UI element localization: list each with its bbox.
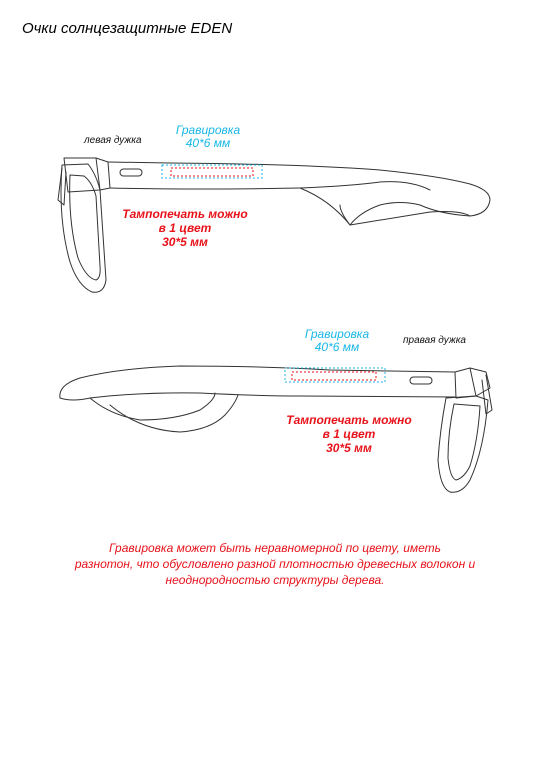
right-pad-print-label [284,413,414,455]
pad-print-line2: в 1 цвет [158,221,212,235]
right-temple-label: правая дужка [403,335,466,346]
note-line1: Гравировка может быть неравномерной по цвету, иметь [109,541,441,555]
pad-print-size: 30*5 мм [326,441,372,455]
left-temple-label: левая дужка [84,135,142,146]
engraving-note [30,540,520,588]
page-title: Очки солнцезащитные EDEN [22,20,233,37]
pad-print-line2: в 1 цвет [322,427,376,441]
left-engraving-label [168,124,248,150]
pad-print-line1: Тампопечать можно [122,207,248,221]
engraving-title: Гравировка [304,327,370,341]
pad-print-line1: Тампопечать можно [286,413,412,427]
note-line3: неоднородностью структуры дерева. [165,573,385,587]
right-engraving-label [297,328,377,354]
engraving-size: 40*6 мм [314,340,360,354]
left-pad-print-area [171,168,253,176]
engraving-title: Гравировка [175,123,241,137]
engraving-size: 40*6 мм [185,136,231,150]
note-line2: разнотон, что обусловлено разной плотностью древесных волокон и [74,557,476,571]
left-pad-print-label [120,207,250,249]
pad-print-size: 30*5 мм [162,235,208,249]
right-temple-drawing [60,366,492,492]
right-pad-print-area [292,372,376,380]
